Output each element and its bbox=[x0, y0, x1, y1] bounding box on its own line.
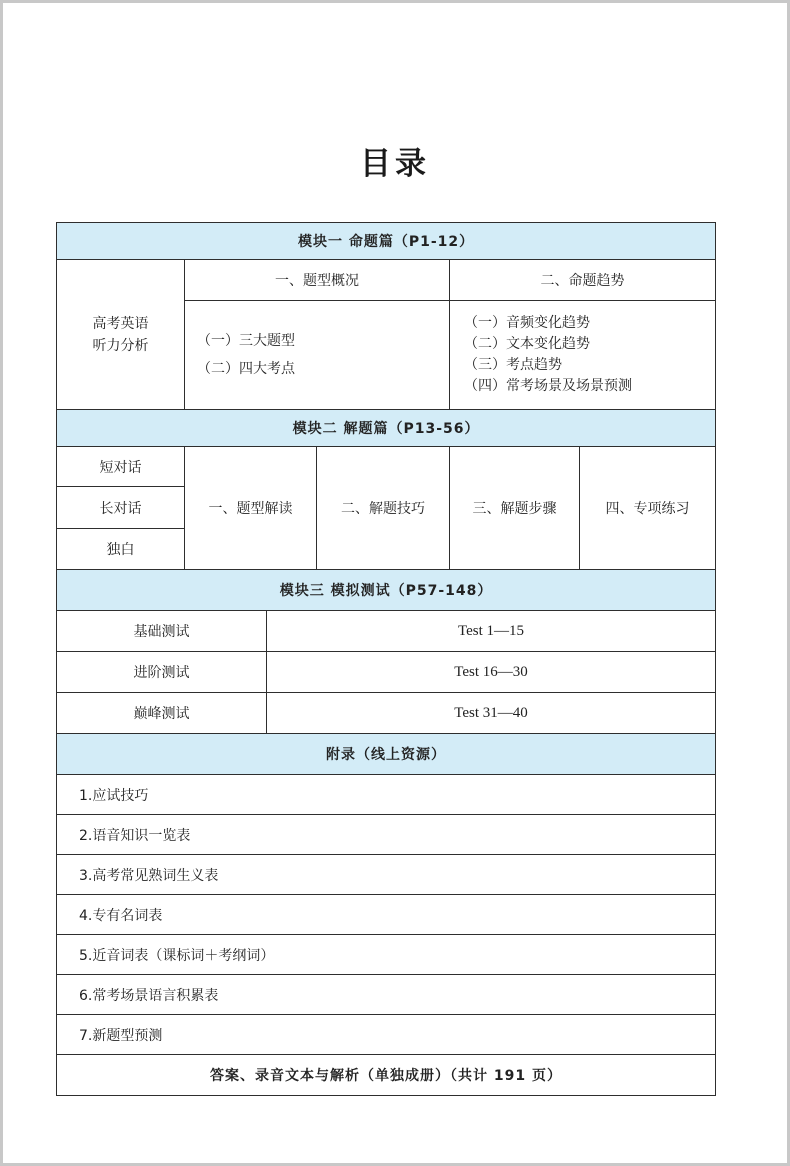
module2-section-1: 一、题型解读 bbox=[185, 447, 317, 570]
appendix-item: 2.语音知识一览表 bbox=[57, 815, 716, 855]
appendix-header: 附录（线上资源） bbox=[57, 734, 716, 775]
appendix-item: 6.常考场景语言积累表 bbox=[57, 975, 716, 1015]
appendix-item: 4.专有名词表 bbox=[57, 895, 716, 935]
appendix-item: 7.新题型预测 bbox=[57, 1015, 716, 1055]
module2-section-2: 二、解题技巧 bbox=[317, 447, 450, 570]
module1-row-label bbox=[57, 260, 185, 410]
list-item: （二）四大考点 bbox=[197, 361, 295, 377]
module2-type-monologue: 独白 bbox=[57, 529, 185, 570]
appendix-item: 1.应试技巧 bbox=[57, 775, 716, 815]
module2-type-short: 短对话 bbox=[57, 447, 185, 487]
list-item: （三）考点趋势 bbox=[464, 357, 562, 373]
module2-type-long: 长对话 bbox=[57, 487, 185, 529]
module3-row-label: 巅峰测试 bbox=[57, 693, 267, 734]
module3-row-range: Test 16—30 bbox=[267, 652, 716, 693]
module1-header: 模块一 命题篇（P1-12） bbox=[57, 223, 716, 260]
appendix-item: 5.近音词表（课标词＋考纲词） bbox=[57, 935, 716, 975]
page-title: 目录 bbox=[360, 146, 430, 182]
module1-row-label-line2: 听力分析 bbox=[92, 337, 149, 354]
module1-row-label-line1: 高考英语 bbox=[92, 315, 149, 332]
contents-table bbox=[56, 222, 716, 1096]
module3-row-label: 基础测试 bbox=[57, 611, 267, 652]
appendix-item: 3.高考常见熟词生义表 bbox=[57, 855, 716, 895]
module3-header: 模块三 模拟测试（P57-148） bbox=[57, 570, 716, 611]
module1-sec2-list bbox=[450, 301, 716, 410]
list-item: （二）文本变化趋势 bbox=[464, 336, 590, 352]
module1-sec2-title: 二、命题趋势 bbox=[450, 260, 716, 301]
list-item: （四）常考场景及场景预测 bbox=[464, 378, 632, 394]
module3-row-range: Test 1—15 bbox=[267, 611, 716, 652]
module2-section-3: 三、解题步骤 bbox=[450, 447, 580, 570]
module1-sec1-title: 一、题型概况 bbox=[185, 260, 450, 301]
module1-sec1-list bbox=[185, 301, 450, 410]
list-item: （一）音频变化趋势 bbox=[464, 315, 590, 331]
answers-footer: 答案、录音文本与解析（单独成册）（共计 191 页） bbox=[57, 1055, 716, 1096]
list-item: （一）三大题型 bbox=[197, 333, 295, 349]
module3-row-label: 进阶测试 bbox=[57, 652, 267, 693]
module2-header: 模块二 解题篇（P13-56） bbox=[57, 410, 716, 447]
module2-section-4: 四、专项练习 bbox=[580, 447, 716, 570]
module3-row-range: Test 31—40 bbox=[267, 693, 716, 734]
